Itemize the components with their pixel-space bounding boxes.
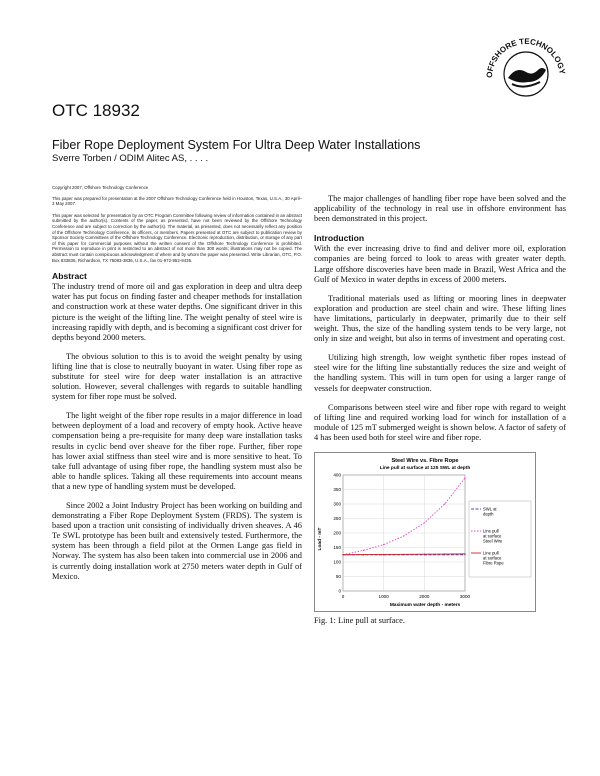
y-tick-label: 200 <box>333 530 341 536</box>
x-tick-label: 0 <box>341 593 345 599</box>
y-tick-label: 0 <box>338 588 341 594</box>
presentation-note: This paper was prepared for presentation at the 2007 Offshore Technology Conference held in Houston, Texas, U.S.A., 30 April–3 May 2007. <box>52 195 302 207</box>
otc-logo <box>480 28 572 120</box>
data-point <box>363 550 364 551</box>
y-tick-label: 50 <box>335 574 341 580</box>
data-point <box>403 554 404 555</box>
data-point <box>363 554 364 555</box>
legend-label: SWL at depth <box>483 506 497 517</box>
y-tick-label: 300 <box>333 501 341 507</box>
abstract-paragraph: The industry trend of more oil and gas exploration in deep and ultra deep water has put focus on finding faster and cheaper methods for installation and construction work at these water depths. One significant driver in this picture is the weight of the lifting line. The weight penalty of steel wire is increasing rapidly with depth, and is becoming a significant cost driver for depths beyond 2000 meters. <box>52 282 302 342</box>
data-point <box>424 554 425 555</box>
data-point <box>444 503 445 504</box>
y-tick-label: 350 <box>333 487 341 493</box>
data-point <box>383 554 384 555</box>
data-point <box>464 477 465 478</box>
body-paragraph: Utilizing high strength, low weight synthetic fiber ropes instead of steel wire for the lifting line substantially reduces the size and weight of the handling system. This will in turn open for using a larger range of vessels for deepwater construction. <box>314 353 566 393</box>
y-tick-label: 150 <box>333 545 341 551</box>
abstract-paragraph: The light weight of the fiber rope results in a major difference in load between deployment of a load and recovery of empty hook. Active heave compensation being a pre-requisite for many deep ware installation tasks results in cyclic bend over sheave for the fiber rope. Further, fiber rope has lower axial stiffness than steel wire and is more sensitive to heat. To take full advantage of using fiber rope, the handling system must also be able to handle splices. Taking all these requirements into account means that a new type of handling system must be developed. <box>52 411 302 491</box>
x-tick-label: 1000 <box>378 593 389 599</box>
y-axis-label: Load - mT <box>318 527 323 551</box>
legend-label: Line pull at surface Fibre Rope <box>483 550 504 566</box>
figure-caption: Fig. 1: Line pull at surface. <box>314 615 405 625</box>
data-point <box>403 535 404 536</box>
data-point <box>383 544 384 545</box>
body-paragraph: The major challenges of handling fiber rope have been solved and the applicability of the technology in real use in offshore environment has been demonstrated in this project. <box>314 194 566 224</box>
abstract-paragraph: Since 2002 a Joint Industry Project has been working on building and demonstrating a Fiber Rope Deployment System (FRDS). The system is based upon a traction unit consisting of individually driven sheaves. A 46 Te SWL prototype has been built and extensively tested. Furthermore, the system has been through a field pilot at the Ormen Lange gas field in Norway. The system has also been taken into commercial use in 2006 and is currently doing installation work at 2750 meters water depth in Gulf of Mexico. <box>52 501 302 581</box>
data-point <box>342 554 343 555</box>
y-tick-label: 250 <box>333 516 341 522</box>
logo-ring-text: OFFSHORE TECHNOLOGY <box>484 36 567 79</box>
data-point <box>444 553 445 554</box>
body-paragraph: Traditional materials used as lifting or mooring lines in deepwater exploration and production are steel chain and wire. These lifting lines have limitations, particularly in deepwater, primarily due to their self weight. Thus, the size of the handling system tends to be very large, not only in size and weight, but also in terms of investment and operating cost. <box>314 293 566 344</box>
plot-area <box>333 473 531 599</box>
left-column <box>52 185 302 591</box>
data-point <box>424 522 425 523</box>
copyright-line: Copyright 2007, Offshore Technology Conference <box>52 185 149 190</box>
chart-title: Steel Wire vs. Fibre Rope <box>391 457 459 464</box>
paper-title: Fiber Rope Deployment System For Ultra Deep Water Installations <box>52 138 421 152</box>
legend-label: Line pull at surface Steel Wire <box>483 528 503 544</box>
paper-authors: Sverre Torben / ODIM Alitec AS, . . . . <box>52 153 209 164</box>
right-column <box>314 194 566 626</box>
chart-subtitle: Line pull at surface at 125 SWL at depth <box>379 465 471 471</box>
body-paragraph: Comparisons between steel wire and fiber rope with regard to weight of lifting line and required working load for winch for installation of a module of 125 mT submerged weight is shown below. A factor of safety of 4 has been used both for steel wire and fiber rope. <box>314 402 566 442</box>
logo-svg <box>480 28 572 120</box>
data-point <box>464 553 465 554</box>
copyright-notice: This paper was selected for presentation by an OTC Program Committee following review of information contained in an abstract submitted by the author(s). Contents of the paper, as presented, have not been reviewed by the Offshore Technology Conference and are subject to correction by the author(s). The material, as presented, does not necessarily reflect any position of the Offshore Technology Conference, its officers, or members. Papers presented at OTC are subject to publication review by Sponsor Society Committees of the Offshore Technology Conference. Electronic reproduction, distribution, or storage of any part of this paper for commercial purposes without the written consent of the Offshore Technology Conference is prohibited. Permission to reproduce in print is restricted to an abstract of not more than 300 words; illustrations may not be copied. The abstract must contain conspicuous acknowledgment of where and by whom the paper was presented. Write Librarian, OTC, P.O. Box 833836, Richardson, TX 75083-3836, U.S.A., fax 01-972-952-9435. <box>52 212 302 263</box>
body-paragraph: With the ever increasing drive to find and deliver more oil, exploration companies are being forced to look to areas with greater water depth. Large offshore discoveries have been made in Brazil, West Africa and the Gulf of Mexico in water depths in excess of 2000 meters. <box>314 244 566 284</box>
line-chart-frame <box>314 452 536 612</box>
otc-number: OTC 18932 <box>52 101 140 120</box>
x-tick-label: 3000 <box>459 593 471 599</box>
y-tick-label: 100 <box>333 559 341 565</box>
y-tick-label: 400 <box>333 472 341 478</box>
abstract-paragraph: The obvious solution to this is to avoid the weight penalty by using lifting line that is close to neutrally buoyant in water. Using fiber rope as substitute for steel wire for deep water installation is an attractive solution. However, several challenges with regards to suitable handling system for fiber rope must be solved. <box>52 351 302 402</box>
line-chart <box>315 453 535 611</box>
abstract-heading: Abstract <box>52 271 87 282</box>
x-axis-label: Maximum water depth - meters <box>389 602 461 608</box>
x-tick-label: 2000 <box>419 593 430 599</box>
introduction-heading: Introduction <box>314 233 365 244</box>
